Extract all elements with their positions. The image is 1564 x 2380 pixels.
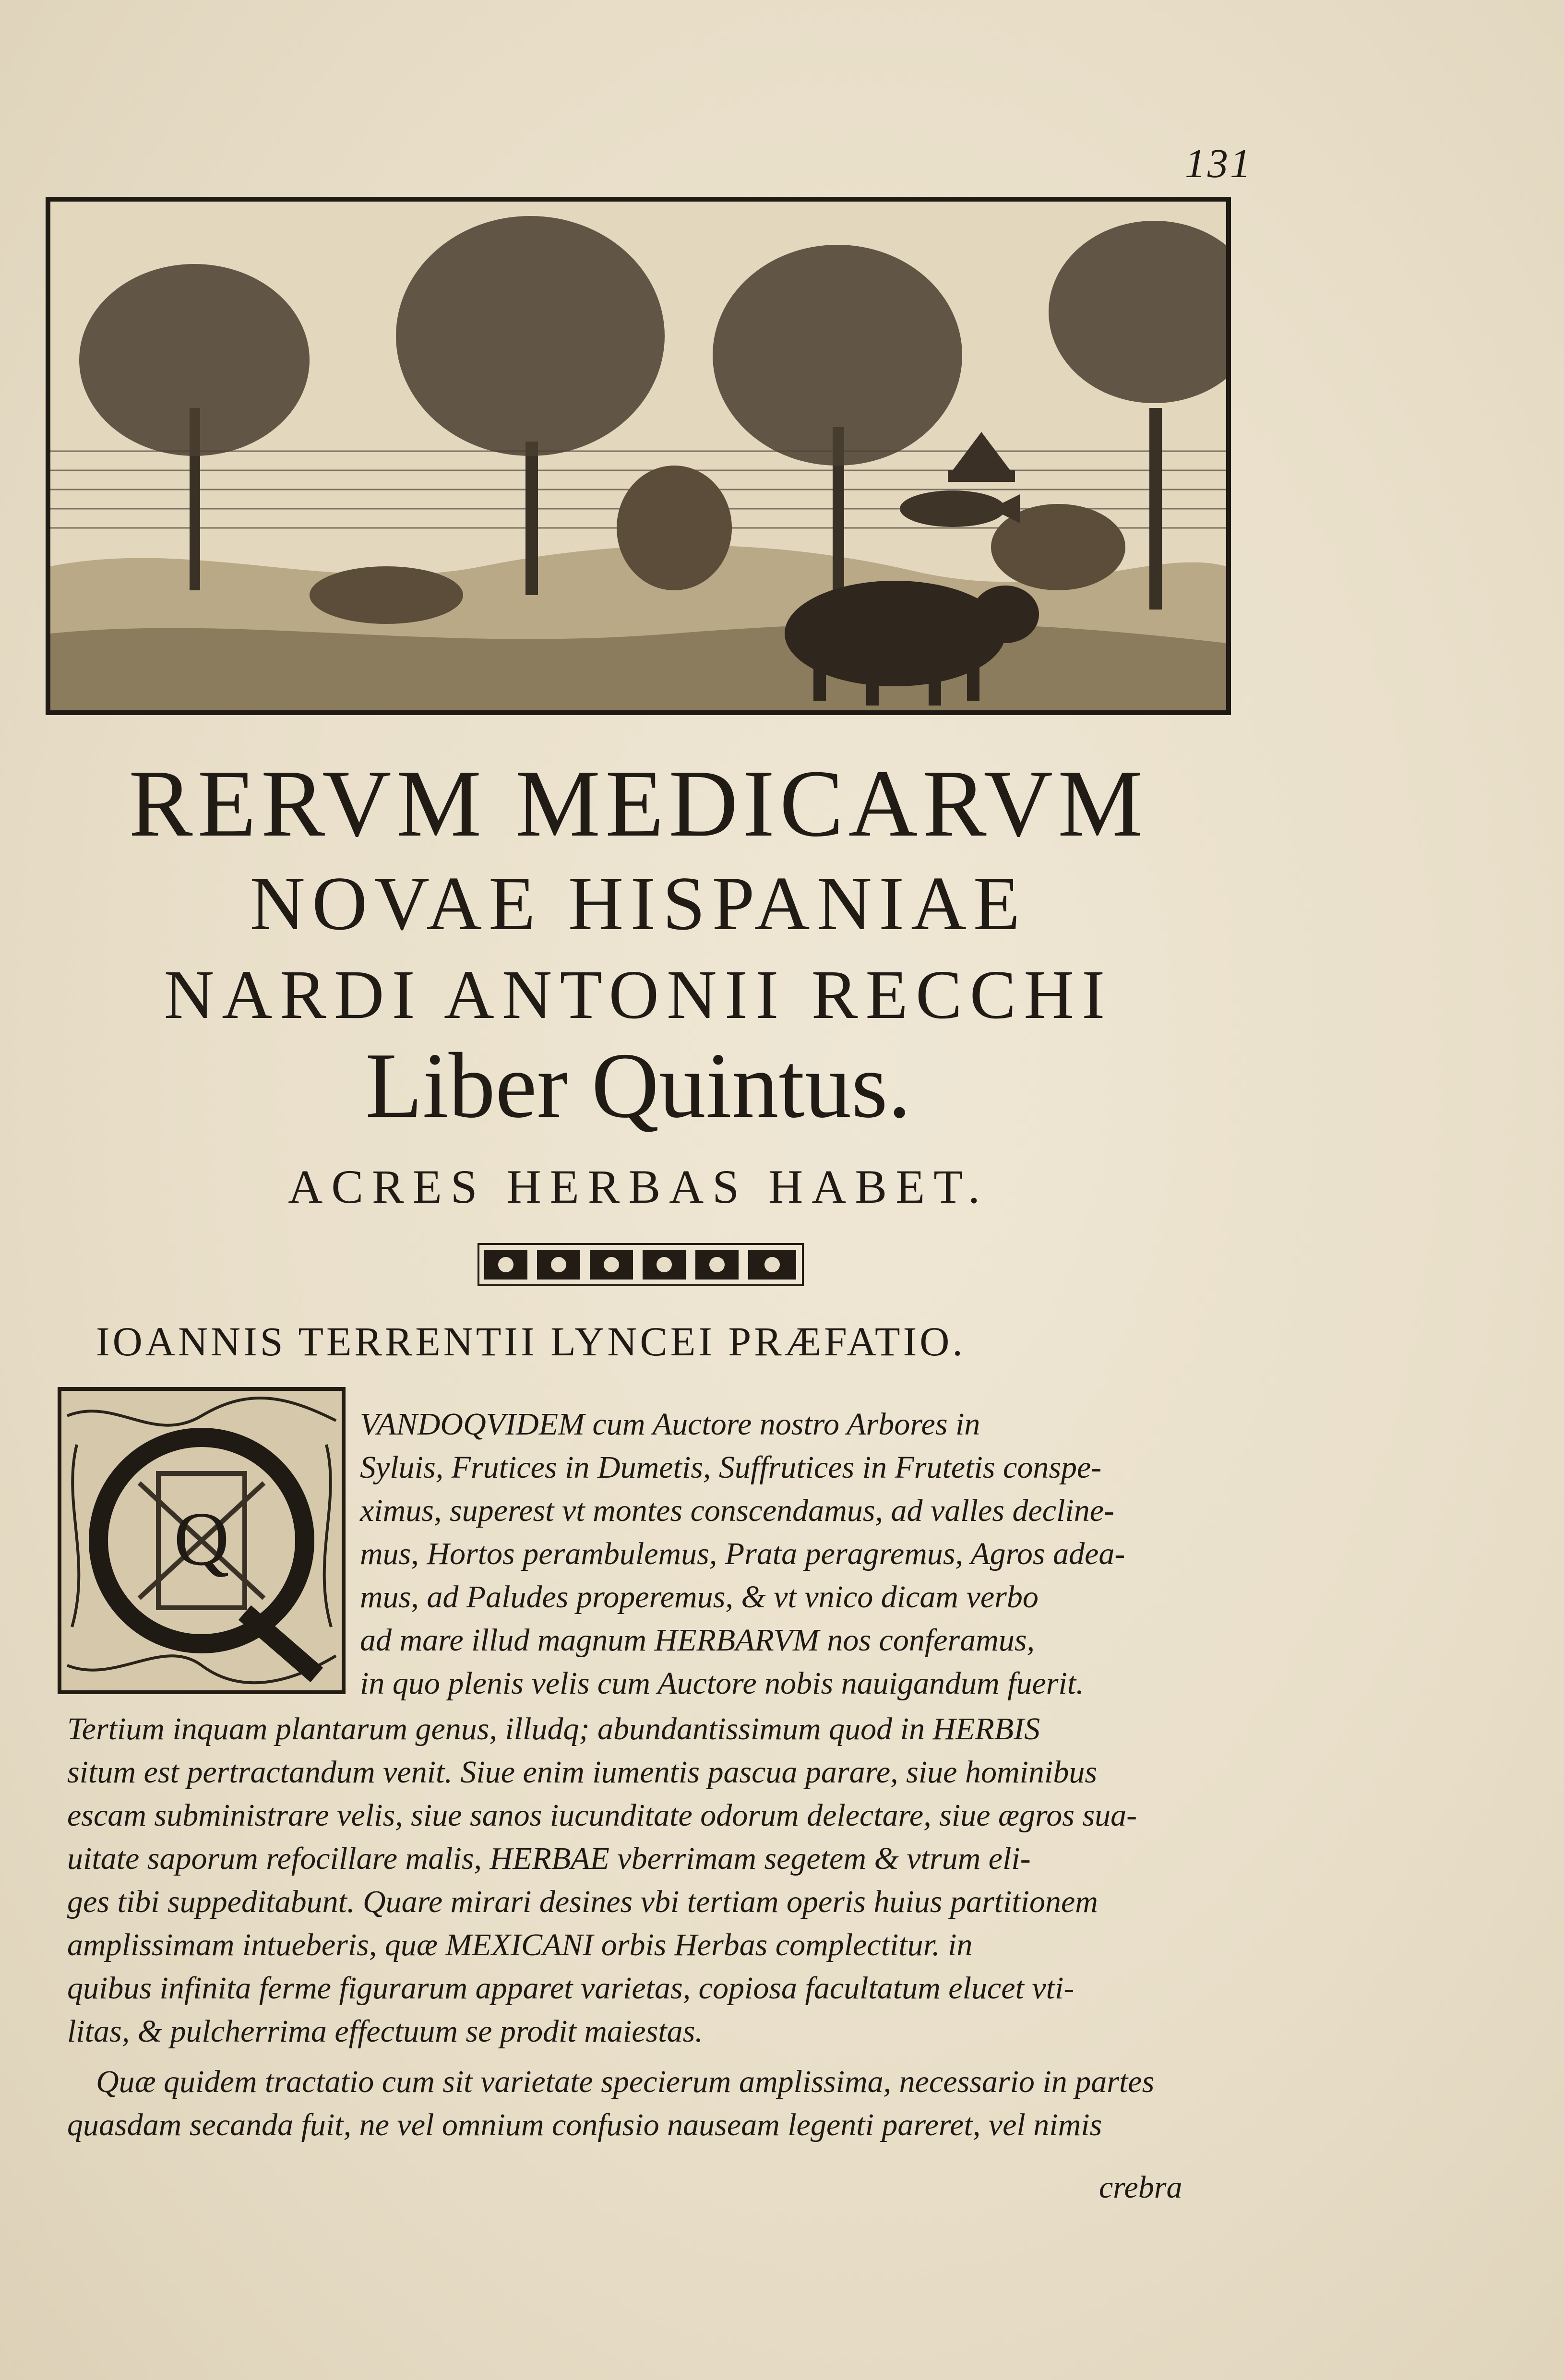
text-line: quibus infinita ferme figurarum apparet varietas, copiosa facultatum elucet vti- — [67, 1971, 1075, 2006]
typographic-ornament — [478, 1243, 804, 1286]
text-line: ximus, superest vt montes conscendamus, ad valles decline- — [360, 1493, 1115, 1528]
text-line: ad mare illud magnum HERBARVM nos conferamus, — [360, 1623, 1035, 1658]
initial-letter: Q — [174, 1496, 229, 1581]
text-line: ges tibi suppeditabunt. Quare mirari desines vbi tertiam operis huius partitionem — [67, 1884, 1098, 1919]
text-line: in quo plenis velis cum Auctore nobis nauigandum fuerit. — [360, 1666, 1084, 1701]
title-line-2: NOVAE HISPANIAE — [250, 861, 1027, 946]
title-line-3: NARDI ANTONII RECCHI — [164, 957, 1113, 1033]
text-line: VANDOQVIDEM cum Auctore nostro Arbores in — [360, 1407, 980, 1442]
text-line: quasdam secanda fuit, ne vel omnium confusio nauseam legenti pareret, vel nimis — [67, 2107, 1102, 2142]
text-line: uitate saporum refocillare malis, HERBAE vberrimam segetem & vtrum eli- — [67, 1841, 1031, 1876]
page-number: 131 — [1185, 140, 1253, 186]
title-line-1: RERVM MEDICARVM — [129, 751, 1148, 857]
decorated-initial-q — [58, 1387, 346, 1694]
text-line: mus, ad Paludes properemus, & vt vnico dicam verbo — [360, 1579, 1039, 1615]
text-line: amplissimam intueberis, quæ MEXICANI orbis Herbas complectitur. in — [67, 1927, 973, 1962]
text-line: litas, & pulcherrima effectuum se prodit maiestas. — [67, 2014, 703, 2049]
preface-title: IOANNIS TERRENTII LYNCEI PRÆFATIO. — [96, 1318, 966, 1364]
text-line: situm est pertractandum venit. Siue enim iumentis pascua parare, siue hominibus — [67, 1755, 1097, 1790]
text-line: Quæ quidem tractatio cum sit varietate specierum amplissima, necessario in partes — [96, 2064, 1155, 2099]
text-line: escam subministrare velis, siue sanos iucunditate odorum delectare, siue ægros sua- — [67, 1798, 1137, 1833]
book-subject-heading: ACRES HERBAS HABET. — [288, 1160, 989, 1213]
book-number-heading: Liber Quintus. — [365, 1034, 911, 1137]
catchword: crebra — [1099, 2170, 1182, 2205]
woodcut-illustration — [46, 197, 1231, 715]
text-line: Syluis, Frutices in Dumetis, Suffrutices in Frutetis conspe- — [360, 1450, 1102, 1485]
text-line: Tertium inquam plantarum genus, illudq; abundantissimum quod in HERBIS — [67, 1711, 1040, 1746]
text-line: mus, Hortos perambulemus, Prata peragremus, Agros adea- — [360, 1536, 1125, 1571]
